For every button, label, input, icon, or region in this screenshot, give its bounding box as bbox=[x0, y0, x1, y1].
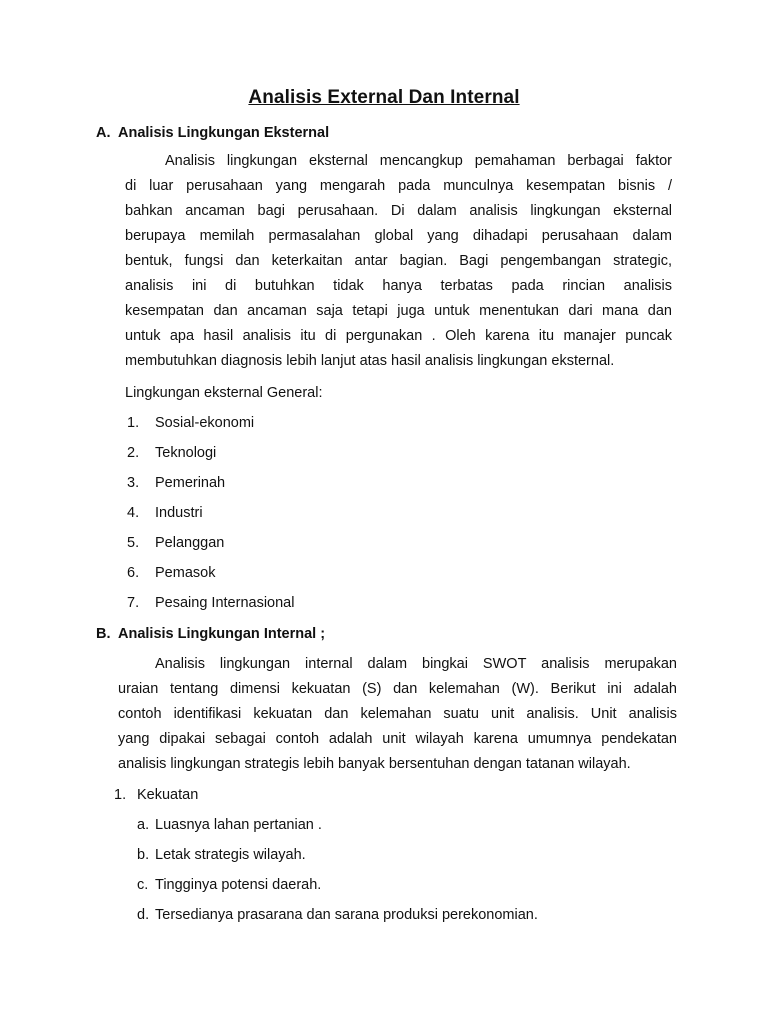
paragraph-line: yang dipakai sebagai contoh adalah unit wilayah karena umumnya pendekatan bbox=[118, 731, 677, 747]
strength-list bbox=[137, 0, 617, 1024]
list-number: 2. bbox=[127, 445, 140, 461]
list-number: 5. bbox=[127, 535, 140, 551]
section-b-letter: B. bbox=[96, 626, 111, 642]
general-environment-label: Lingkungan eksternal General: bbox=[125, 385, 323, 401]
document-title: Analisis External Dan Internal bbox=[248, 87, 520, 108]
paragraph-line: analisis lingkungan strategis lebih banyak bersentuhan dengan tatanan wilayah. bbox=[118, 756, 631, 772]
list-item-text: Pemerinah bbox=[155, 475, 226, 491]
list-letter: d. bbox=[137, 907, 150, 923]
list-number: 1. bbox=[127, 415, 140, 431]
list-item-text: Pelanggan bbox=[155, 535, 225, 551]
list-item-text: Pesaing Internasional bbox=[155, 595, 295, 611]
list-item-text: Luasnya lahan pertanian . bbox=[155, 817, 322, 833]
list-letter: a. bbox=[137, 817, 150, 833]
paragraph-line: analisis ini di butuhkan tidak hanya terbatas pada rincian analisis bbox=[125, 278, 672, 294]
paragraph-line: untuk apa hasil analisis itu di pergunakan . Oleh karena itu manajer puncak bbox=[125, 328, 672, 344]
paragraph-line: kesempatan dan ancaman saja tetapi juga untuk menentukan dari mana dan bbox=[125, 303, 672, 319]
section-a-letter: A. bbox=[96, 125, 111, 141]
list-item-text: Pemasok bbox=[155, 565, 216, 581]
list-item-text: Sosial-ekonomi bbox=[155, 415, 255, 431]
strength-number: 1. bbox=[114, 787, 127, 803]
list-item-text: Industri bbox=[155, 505, 203, 521]
list-item-text: Letak strategis wilayah. bbox=[155, 847, 306, 863]
paragraph-line: contoh identifikasi kekuatan dan kelemahan suatu unit analisis. Unit analisis bbox=[118, 706, 677, 722]
list-item-text: Tingginya potensi daerah. bbox=[155, 877, 322, 893]
paragraph-line: Analisis lingkungan eksternal mencangkup pemahaman berbagai faktor bbox=[165, 153, 672, 169]
list-item-text: Teknologi bbox=[155, 445, 217, 461]
list-item-text: Tersedianya prasarana dan sarana produksi perekonomian. bbox=[155, 907, 538, 923]
list-number: 6. bbox=[127, 565, 140, 581]
list-letter: b. bbox=[137, 847, 150, 863]
paragraph-line: berupaya memilah permasalahan global yang dihadapi perusahaan dalam bbox=[125, 228, 672, 244]
section-a-title: Analisis Lingkungan Eksternal bbox=[118, 125, 330, 141]
list-letter: c. bbox=[137, 877, 149, 893]
list-number: 4. bbox=[127, 505, 140, 521]
paragraph-line: uraian tentang dimensi kekuatan (S) dan kelemahan (W). Berikut ini adalah bbox=[118, 681, 677, 697]
section-b-title: Analisis Lingkungan Internal ; bbox=[118, 626, 326, 642]
paragraph-line: Analisis lingkungan internal dalam bingkai SWOT analisis merupakan bbox=[155, 656, 677, 672]
list-number: 7. bbox=[127, 595, 140, 611]
paragraph-line: membutuhkan diagnosis lebih lanjut atas hasil analisis lingkungan eksternal. bbox=[125, 353, 615, 369]
list-number: 3. bbox=[127, 475, 140, 491]
paragraph-line: bentuk, fungsi dan keterkaitan antar bagian. Bagi pengembangan strategic, bbox=[125, 253, 672, 269]
paragraph-line: di luar perusahaan yang mengarah pada munculnya kesempatan bisnis / bbox=[125, 178, 672, 194]
strength-label: Kekuatan bbox=[137, 787, 199, 803]
paragraph-line: bahkan ancaman bagi perusahaan. Di dalam analisis lingkungan eksternal bbox=[125, 203, 672, 219]
